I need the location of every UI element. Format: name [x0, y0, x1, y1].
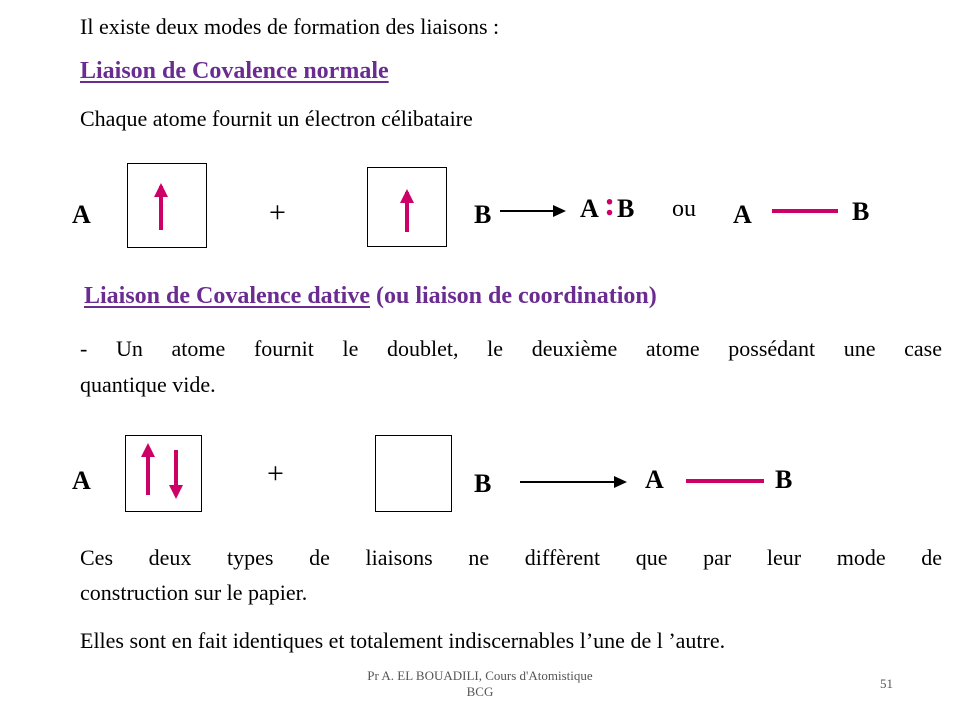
- section2-description-line1: - Un atome fournit le doublet, le deuxième atome possédant une case: [80, 336, 942, 361]
- diagram1-bond-a: A: [733, 200, 752, 229]
- diagram2-bond-b: B: [775, 465, 793, 494]
- diagram2-reaction-arrow: [520, 476, 627, 488]
- diagram1-electron-pair: :: [604, 186, 616, 223]
- diagram1-atom-a: A: [72, 200, 91, 229]
- conclusion-line3: Elles sont en fait identiques et totalement indiscernables l’une de l ’autre.: [80, 628, 726, 653]
- diagram2-atom-a: A: [72, 466, 91, 495]
- diagram1-plus: +: [269, 196, 286, 229]
- section2-title-text: Liaison de Covalence dative: [84, 283, 370, 309]
- section2-title-suffix: (ou liaison de coordination): [370, 283, 657, 309]
- diagram2-atom-b: B: [474, 469, 492, 498]
- footer-author: [320, 668, 640, 700]
- footer-author-line2: BCG: [466, 684, 494, 699]
- diagram1-electron-up-arrow-b: [400, 189, 414, 232]
- conclusion-line1: Ces deux types de liaisons ne diffèrent que par leur mode de: [80, 545, 942, 570]
- conclusion-line2: construction sur le papier.: [80, 580, 308, 605]
- intro-text: Il existe deux modes de formation des liaisons :: [80, 14, 500, 39]
- section1-description: Chaque atome fournit un électron célibataire: [80, 106, 473, 131]
- diagram1-reaction-arrow: [500, 205, 566, 217]
- diagram1-or: ou: [672, 196, 696, 222]
- diagram2-electron-down-arrow: [169, 450, 183, 499]
- diagram1-product-b: B: [617, 194, 635, 223]
- diagram2-plus: +: [267, 457, 284, 490]
- footer-author-line1: Pr A. EL BOUADILI, Cours d'Atomistique: [367, 668, 593, 683]
- section1-title-text: Liaison de Covalence normale: [80, 58, 389, 84]
- diagram1-electron-up-arrow-a: [154, 183, 168, 230]
- section2-description-line2: quantique vide.: [80, 372, 216, 397]
- diagram1-bond-b: B: [852, 197, 870, 226]
- diagram2-electron-up-arrow: [141, 443, 155, 495]
- diagram1-product-a: A: [580, 194, 599, 223]
- diagram1-atom-b: B: [474, 200, 492, 229]
- footer-page-number: 51: [880, 676, 893, 691]
- diagram2-bond-a: A: [645, 465, 664, 494]
